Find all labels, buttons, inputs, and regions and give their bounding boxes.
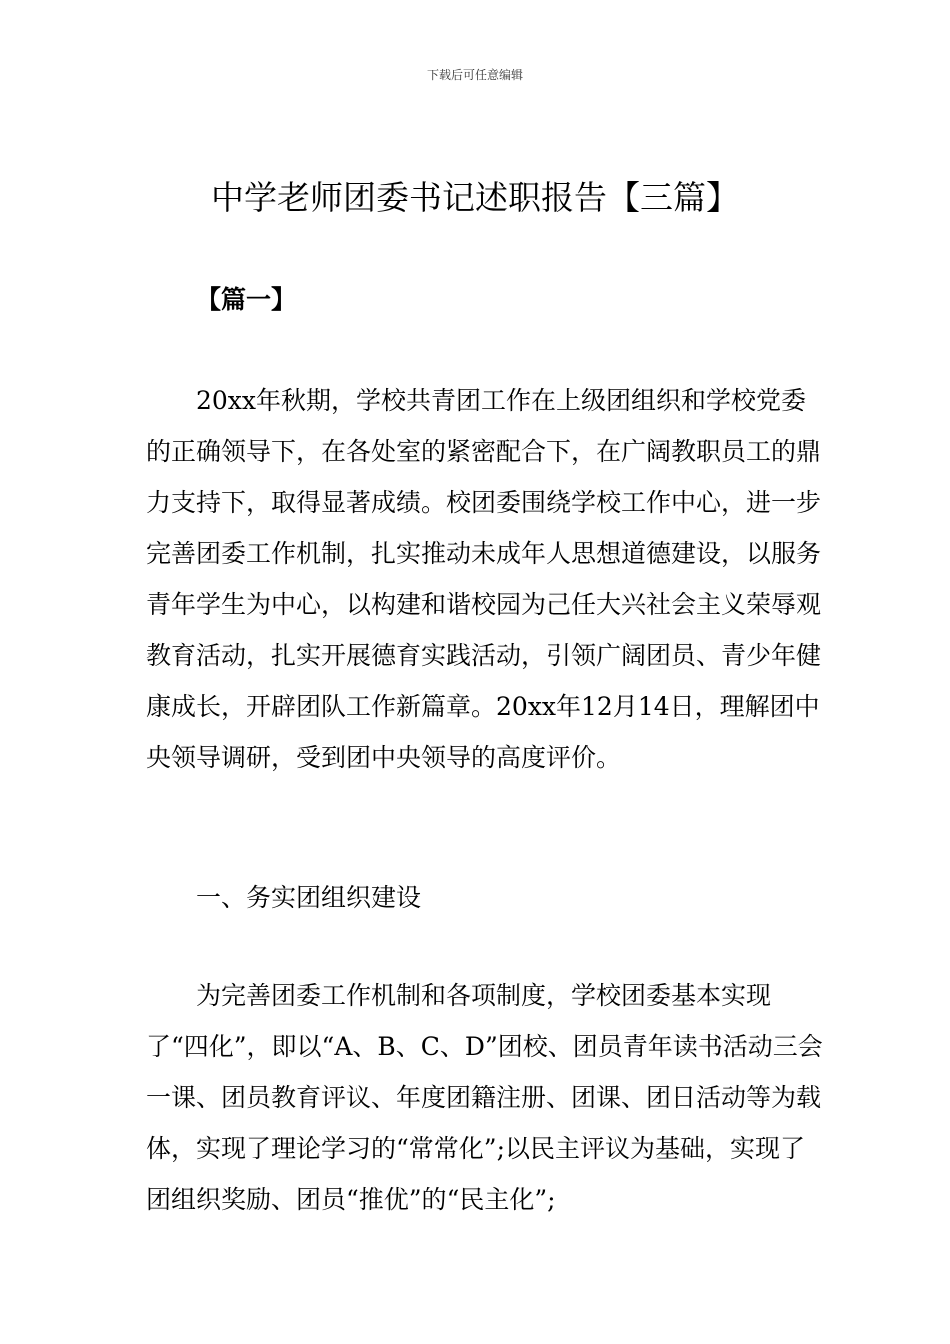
- header-note: 下载后可任意编辑: [426, 68, 523, 82]
- section-label: 【篇一】: [196, 285, 297, 314]
- section-heading-1: 一、务实团组织建设: [196, 883, 422, 912]
- paragraph-1: 20xx年秋期，学校共青团工作在上级团组织和学校党委的正确领导下，在各处室的紧密配合下，在广阔教职员工的鼎力支持下，取得显著成绩。校团委围绕学校工作中心，进一步完善团委工作机制，扎实推动未成年人思想道德建设，以服务青年学生为中心，以构建和谐校园为己任大兴社会主义荣辱观教育活动，扎实开展德育实践活动，引领广阔团员、青少年健康成长，开辟团队工作新篇章。20xx年12月14日，理解团中央领导调研，受到团中央领导的高度评价。: [146, 386, 822, 772]
- document-title: 中学老师团委书记述职报告【三篇】: [211, 178, 739, 217]
- paragraph-2: 为完善团委工作机制和各项制度，学校团委基本实现了“四化”，即以“A、B、C、D”团校、团员青年读书活动三会一课、团员教育评议、年度团籍注册、团课、团日活动等为载体，实现了理论学习的“常常化”;以民主评议为基础，实现了团组织奖励、团员“推优”的“民主化”;: [146, 981, 823, 1214]
